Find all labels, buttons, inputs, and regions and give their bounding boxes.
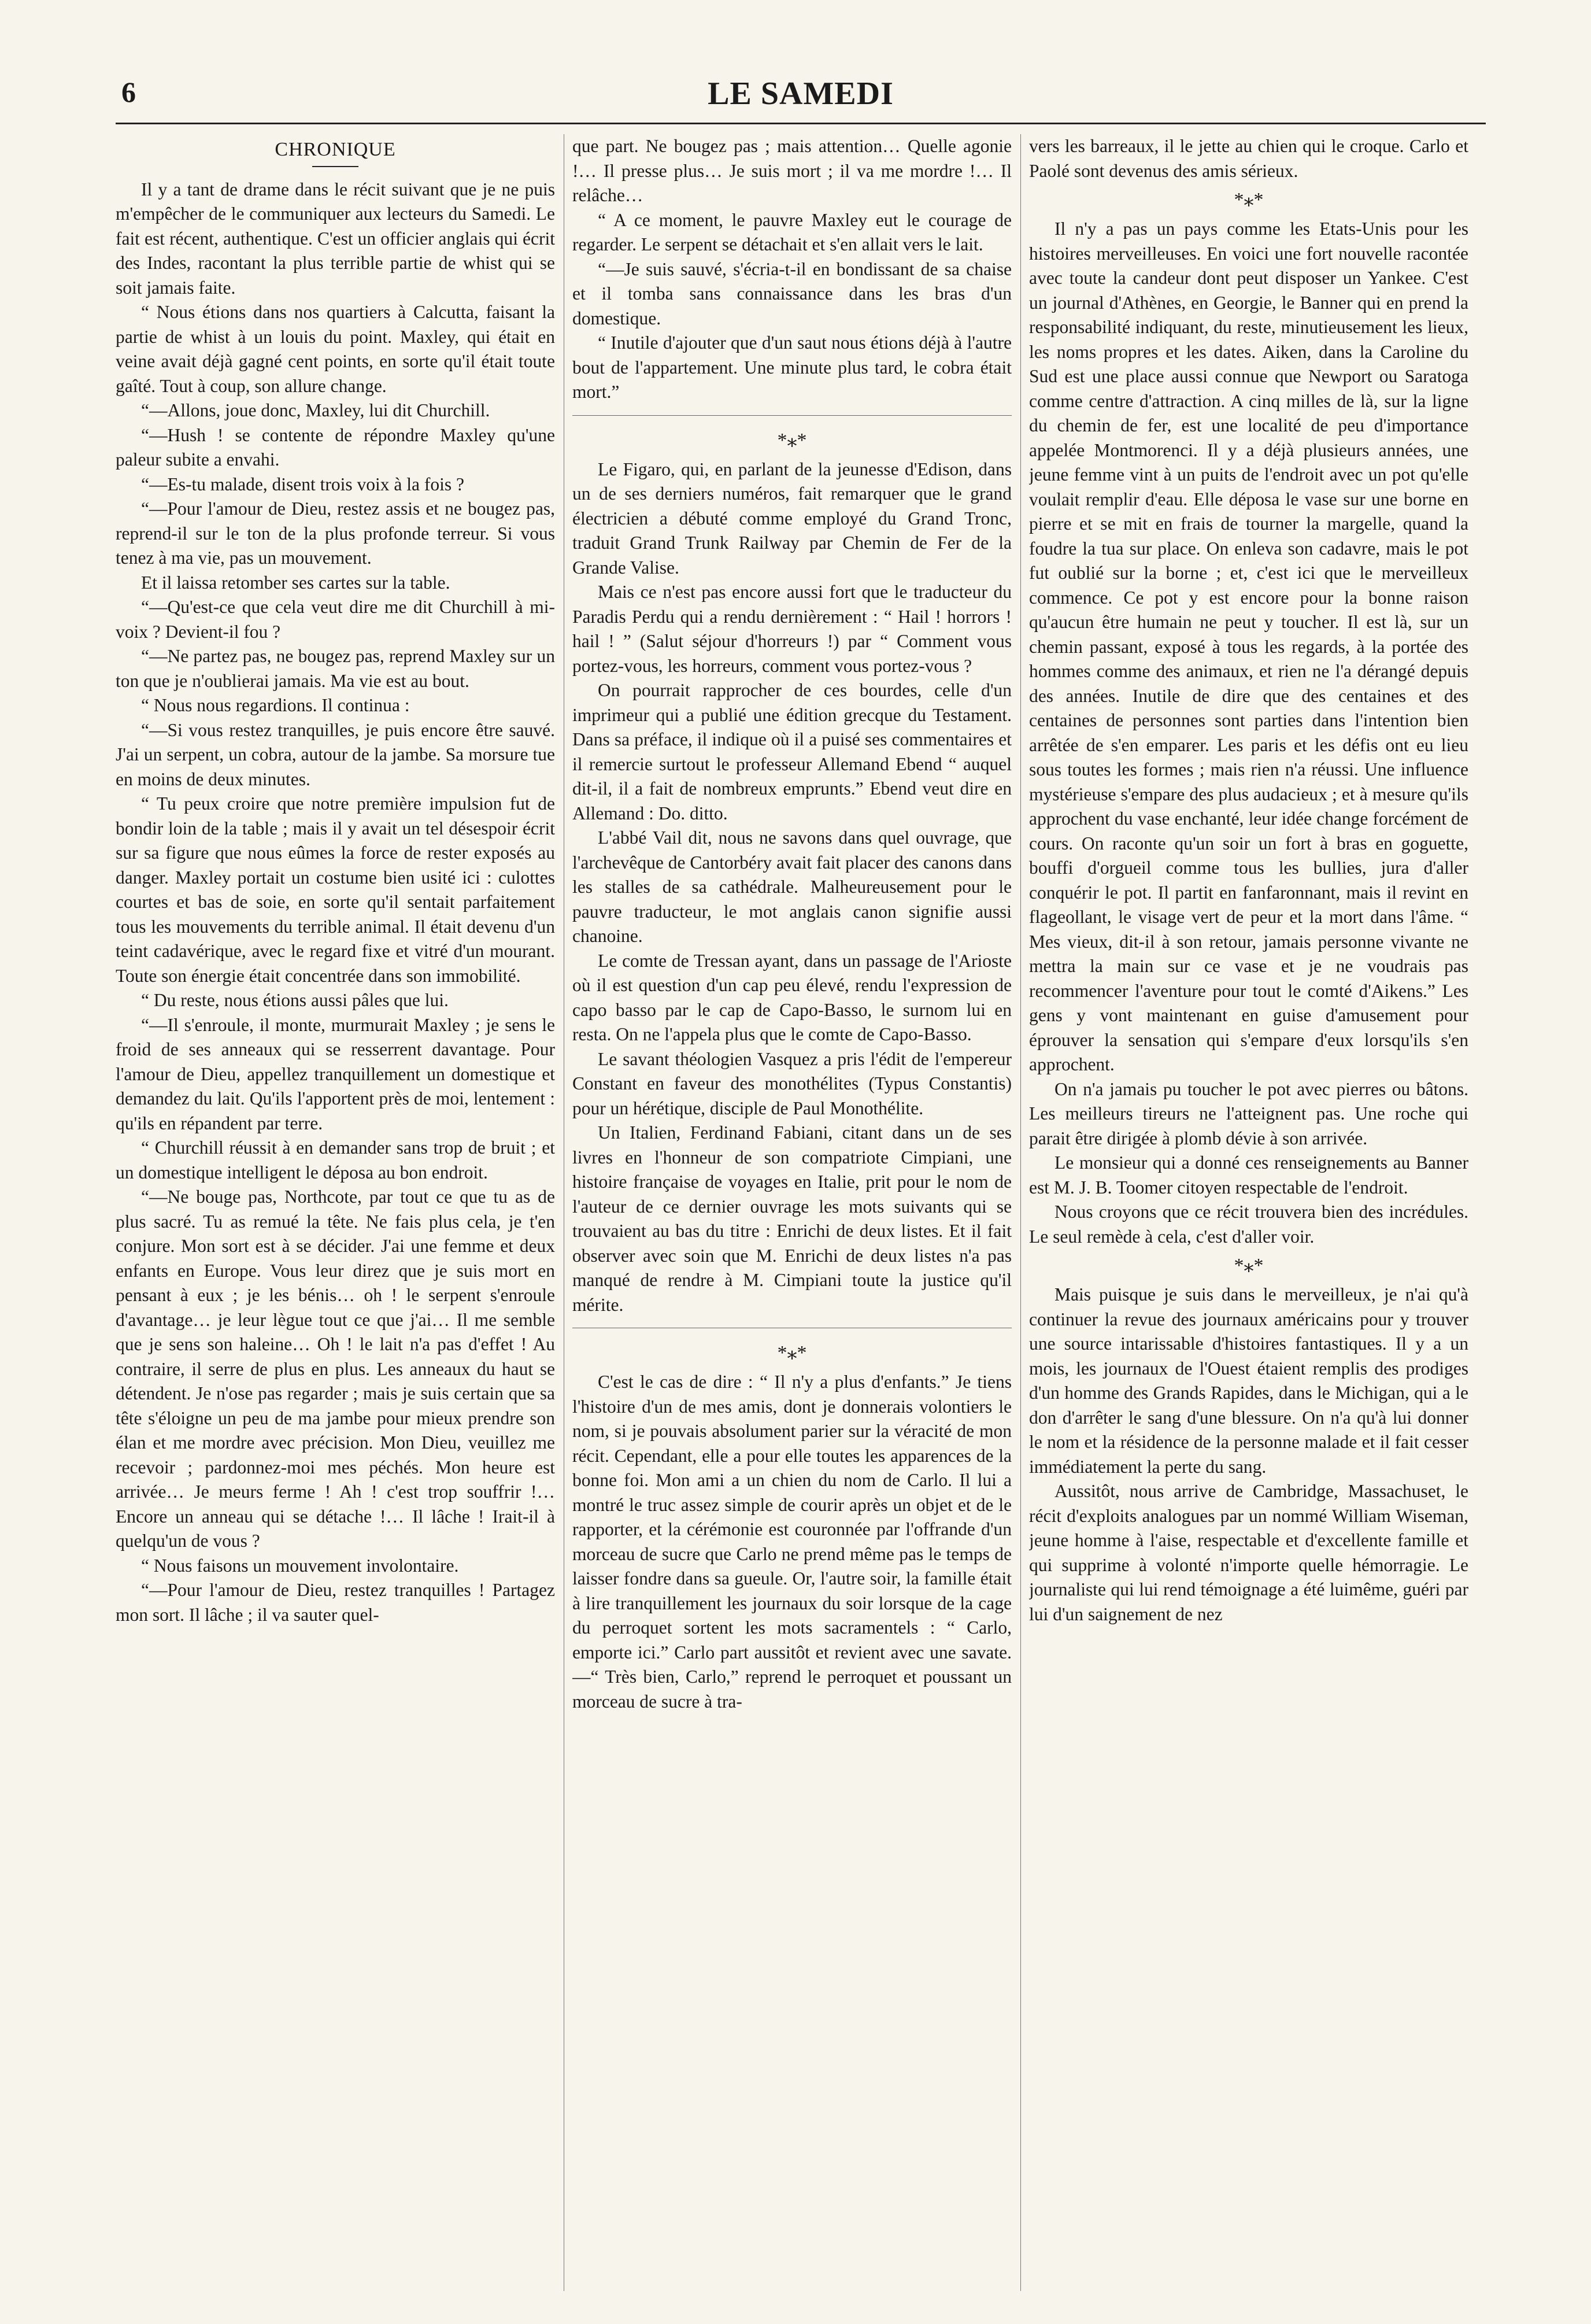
section-break-asterism: *⁎* bbox=[777, 429, 807, 451]
column-2 bbox=[572, 134, 1012, 2308]
paragraph: “—Si vous restez tranquilles, je puis encore être sauvé. J'ai un serpent, un cobra, autour de la jambe. Sa morsure tue en moins de deux minutes. bbox=[116, 719, 555, 789]
title-rule bbox=[312, 166, 358, 167]
section-divider bbox=[572, 415, 1012, 416]
section-break-asterism: *⁎* bbox=[1234, 1255, 1264, 1276]
paragraph: On pourrait rapprocher de ces bourdes, celle d'un imprimeur qui a publié une édition grecque du Testament. Dans sa préface, il indique où il a puisé ses commentaires et il remercie surtout le professeur Allemand Ebend “ auquel dit-il, il a fait de nombreux emprunts.” Ebend veut dire en Allemand : Do. ditto. bbox=[572, 680, 1012, 823]
paragraph: “ Tu peux croire que notre première impulsion fut de bondir loin de la table ; mais il y avait un tel désespoir écrit sur sa figure que nous eûmes la force de rester exposés au danger. Maxley portait un costume bien usité ici : culottes courtes et bas de soie, en sorte qu'il sentait parfaitement tous les mouvements du terrible animal. Il était devenu d'un teint cadavérique, avec le regard fixe et vitré d'un mourant. Toute son énergie était concentrée dans son immobilité. bbox=[116, 793, 555, 986]
section-break-asterism: *⁎* bbox=[777, 1342, 807, 1364]
journal-title: LE SAMEDI bbox=[708, 76, 894, 112]
paragraph: “—Ne bouge pas, Northcote, par tout ce que tu as de plus sacré. Tu as remué la tête. Ne fais plus cela, je t'en conjure. Mon sort est à se décider. J'ai une femme et deux enfants en Europe. Vous leur direz que je suis mort en pensant à eux ; je les bénis… oh ! le serpent s'enroule d'avantage… je leur lègue tout ce que j'ai… Il me semble que je sens son haleine… Oh ! le lait n'a pas d'effet ! Au contraire, il serre de plus en plus. Les anneaux du haut se détendent. Je n'ose pas regarder ; mais je suis certain que sa tête s'éloigne un peu de ma jambe pour mieux prendre son élan et me mordre avec précision. Mon Dieu, veuillez me recevoir ; pardonnez-moi mes péchés. Mon heure est arrivée… Je meurs ferme ! Ah ! c'est trop souffrir !… Encore un anneau qui se détache !… Il lâche ! Irait-il à quelqu'un de vous ? bbox=[116, 1187, 555, 1551]
section-title: CHRONIQUE bbox=[275, 139, 396, 160]
paragraph: “—Il s'enroule, il monte, murmurait Maxley ; je sens le froid de ses anneaux qui se resserrent davantage. Pour l'amour de Dieu, appellez tranquillement un domestique et demandez du lait. Qu'ils l'apportent près de moi, lentement : qu'ils en répandent par terre. bbox=[116, 1014, 555, 1133]
column-2-bottom-text bbox=[572, 1370, 1012, 1714]
paragraph: “ Nous faisons un mouvement involontaire. bbox=[141, 1555, 459, 1576]
paragraph: “ Nous étions dans nos quartiers à Calcutta, faisant la partie de whist à un louis du point. Maxley, qui était en veine avait déjà gagné cent points, en sorte qu'il était toute gaîté. Tout à coup, son allure change. bbox=[116, 302, 555, 396]
column-3 bbox=[1029, 134, 1468, 2308]
header-rule bbox=[116, 123, 1486, 124]
column-2-top-text bbox=[572, 134, 1012, 405]
paragraph: “—Pour l'amour de Dieu, restez tranquilles ! Partagez mon sort. Il lâche ; il va sauter quel- bbox=[116, 1580, 555, 1625]
column-3-top-text bbox=[1029, 134, 1468, 183]
paragraph: Aussitôt, nous arrive de Cambridge, Massachuset, le récit d'exploits analogues par un nommé William Wiseman, jeune homme à l'aise, respectable et d'excellente famille et qui supprime à volonté n'importe quelle hémorragie. Le journaliste qui lui rend témoignage a été luimême, guéri par lui d'un saignement de nez bbox=[1029, 1481, 1468, 1624]
page-number: 6 bbox=[121, 76, 136, 108]
paragraph: “—Qu'est-ce que cela veut dire me dit Churchill à mi-voix ? Devient-il fou ? bbox=[116, 597, 555, 642]
paragraph: Mais puisque je suis dans le merveilleux, je n'ai qu'à continuer la revue des journaux américains pour y trouver une source intarissable d'histoires fantastiques. Il y a un mois, les journaux de l'Ouest étaient remplis des prodiges d'un homme des Grands Rapides, dans le Michigan, qui a le don d'arrêter le sang d'une blessure. On n'a qu'à lui donner le nom et la résidence de la personne malade et il fait cesser immédiatement la perte du sang. bbox=[1029, 1284, 1468, 1477]
column-3-bottom-text bbox=[1029, 1283, 1468, 1627]
paragraph: Et il laissa retomber ses cartes sur la table. bbox=[141, 572, 450, 593]
column-divider bbox=[1020, 134, 1021, 2291]
section-break-asterism: *⁎* bbox=[1234, 189, 1264, 210]
paragraph: Le comte de Tressan ayant, dans un passage de l'Arioste où il est question d'un cap peu élevé, rendu l'expression de capo basso par le cap de Capo-Basso, le surnom lui en resta. On ne l'appela plus que le comte de Capo-Basso. bbox=[572, 950, 1012, 1044]
paragraph: “ A ce moment, le pauvre Maxley eut le courage de regarder. Le serpent se détachait et s'en allait vers le lait. bbox=[572, 209, 1012, 254]
paragraph: Mais ce n'est pas encore aussi fort que le traducteur du Paradis Perdu qui a rendu dernièrement : “ Hail ! horrors ! hail ! ” (Salut séjour d'horreurs !) par “ Comment vous portez-vous, les horreurs, comment vous portez-vous ? bbox=[572, 582, 1012, 676]
paragraph: Il n'y a pas un pays comme les Etats-Unis pour les histoires merveilleuses. En voici une fort nouvelle racontée avec toute la candeur dont peut disposer un Yankee. C'est un journal d'Athènes, en Georgie, le Banner qui en prend la responsabilité indiquant, du reste, minutieusement les lieux, les noms propres et les dates. Aiken, dans la Caroline du Sud est une place aussi connue que Newport ou Saratoga comme centre d'attraction. A cinq milles de là, sur la ligne du chemin de fer, est une localité de peu d'importance appelée Montmorenci. Il y a déjà plusieurs années, une jeune femme vint à un puits de l'endroit avec un pot qu'elle voulait remplir d'eau. Elle déposa le vase sur une borne en pierre et se mit en frais de tourner la margelle, quand la foudre la tua sur place. On enleva son cadavre, mais le pot fut oublié sur la borne ; et, c'est ici que le merveilleux commence. Ce pot y est encore pour la bonne raison qu'aucun être humain ne peut y toucher. Il est là, sur un chemin passant, exposé à tous les regards, à la portée des hommes comme des animaux, et rien ne l'a dérangé depuis des années. Inutile de dire que des centaines et des centaines de personnes sont parties dans l'intention bien arrêtée de s'en emparer. Les paris et les défis ont eu lieu sous toutes les formes ; mais rien n'a réussi. Une influence mystérieuse s'empare des plus audacieux ; et à mesure qu'ils approchent du vase enchanté, leur idée change forcément de cours. On raconte qu'un soir un fort à bras en goguette, bouffi d'orgueil comme tous les bullies, jura d'aller conquérir le pot. Il partit en fanfaronnant, mais il revint en flageollant, le visage vert de peur et la mort dans l'âme. “ Mes vieux, dit-il à son retour, jamais personne vivante ne mettra la main sur ce vase et je ne voudrais pas recommencer l'aventure pour tout le comté d'Aikens.” Les gens y vont maintenant en guise d'amusement pour éprouver la sensation qui s'empare d'eux lorsqu'ils s'en approchent. bbox=[1029, 219, 1468, 1074]
paragraph: Le savant théologien Vasquez a pris l'édit de l'empereur Constant en faveur des monothélites (Typus Constantis) pour un hérétique, disciple de Paul Monothélite. bbox=[572, 1048, 1012, 1118]
paragraph: Le monsieur qui a donné ces renseignements au Banner est M. J. B. Toomer citoyen respectable de l'endroit. bbox=[1029, 1152, 1468, 1198]
paragraph: “ Inutile d'ajouter que d'un saut nous étions déjà à l'autre bout de l'appartement. Une minute plus tard, le cobra était mort.” bbox=[572, 332, 1012, 402]
column-1-text bbox=[116, 178, 555, 1628]
paragraph: “—Allons, joue donc, Maxley, lui dit Churchill. bbox=[141, 400, 490, 420]
paragraph: Le Figaro, qui, en parlant de la jeunesse d'Edison, dans un de ses derniers numéros, fait remarquer que le grand électricien a débuté comme employé du Grand Tronc, traduit Grand Trunk Railway par Chemin de Fer de la Grande Valise. bbox=[572, 459, 1012, 578]
paragraph: “—Pour l'amour de Dieu, restez assis et ne bougez pas, reprend-il sur le ton de la plus profonde terreur. Si vous tenez à ma vie, pas un mouvement. bbox=[116, 498, 555, 568]
paragraph: “—Je suis sauvé, s'écria-t-il en bondissant de sa chaise et il tomba sans connaissance dans les bras d'un domestique. bbox=[572, 258, 1012, 328]
paragraph: “—Es-tu malade, disent trois voix à la fois ? bbox=[141, 474, 464, 494]
paragraph: Nous croyons que ce récit trouvera bien des incrédules. Le seul remède à cela, c'est d'aller voir. bbox=[1029, 1202, 1468, 1247]
column-3-middle-text bbox=[1029, 217, 1468, 1249]
paragraph: “ Churchill réussit à en demander sans trop de bruit ; et un domestique intelligent le déposa au bon endroit. bbox=[116, 1137, 555, 1183]
paragraph: Un Italien, Ferdinand Fabiani, citant dans un de ses livres en l'honneur de son compatriote Cimpiani, une histoire française de voyages en Italie, prit pour le nom de l'auteur de ce dernier ouvrage les mots suivants qui se trouvaient au bas du titre : Enrichi de deux listes. Et il fait observer avec soin que M. Enrichi de deux listes n'a pas manqué de rendre à M. Cimpiani toute la justice qu'il mérite. bbox=[572, 1122, 1012, 1315]
page-header bbox=[116, 75, 1486, 121]
paragraph: “—Hush ! se contente de répondre Maxley qu'une paleur subite a envahi. bbox=[116, 424, 555, 470]
paragraph: “—Ne partez pas, ne bougez pas, reprend Maxley sur un ton que je n'oublierai jamais. Ma vie est au bout. bbox=[116, 646, 555, 691]
paragraph: vers les barreaux, il le jette au chien qui le croque. Carlo et Paolé sont devenus des amis sérieux. bbox=[1029, 136, 1468, 181]
paragraph: L'abbé Vail dit, nous ne savons dans quel ouvrage, que l'archevêque de Cantorbéry avait fait placer des canons dans les stalles de sa cathédrale. Malheureusement pour le pauvre traducteur, le mot anglais canon signifie aussi chanoine. bbox=[572, 827, 1012, 946]
paragraph: “ Du reste, nous étions aussi pâles que lui. bbox=[141, 990, 449, 1010]
column-2-middle-text bbox=[572, 457, 1012, 1318]
column-1 bbox=[116, 134, 555, 2308]
paragraph: “ Nous nous regardions. Il continua : bbox=[141, 695, 410, 715]
paragraph: Il y a tant de drame dans le récit suivant que je ne puis m'empêcher de le communiquer aux lecteurs du Samedi. Le fait est récent, authentique. C'est un officier anglais qui écrit des Indes, racontant la plus terrible partie de whist qui se soit jamais faite. bbox=[116, 179, 555, 298]
paragraph: On n'a jamais pu toucher le pot avec pierres ou bâtons. Les meilleurs tireurs ne l'atteignent pas. Une roche qui parait être dirigée à plomb dévie à son arrivée. bbox=[1029, 1078, 1468, 1148]
paragraph: C'est le cas de dire : “ Il n'y a plus d'enfants.” Je tiens l'histoire d'un de mes amis, dont je donnerais volontiers le nom, si je pouvais absolument parier sur la véracité de mon récit. Cependant, elle a pour elle toutes les apparences de la bonne foi. Mon ami a un chien du nom de Carlo. Il lui a montré le truc assez simple de courir après un objet et de le rapporter, et la cérémonie est couronnée par l'offrande d'un morceau de sucre que Carlo ne prend même pas le temps de laisser fondre dans sa gueule. Or, l'autre soir, la famille était à lire tranquillement les journaux du soir lorsque de la cage du perroquet sortent les mots sacramentels : “ Carlo, emporte ici.” Carlo part aussitôt et revient avec une savate.—“ Très bien, Carlo,” reprend le perroquet et poussant un morceau de sucre à tra- bbox=[572, 1372, 1012, 1712]
paragraph: que part. Ne bougez pas ; mais attention… Quelle agonie !… Il presse plus… Je suis mort ; il va me mordre !… Il relâche… bbox=[572, 136, 1012, 205]
